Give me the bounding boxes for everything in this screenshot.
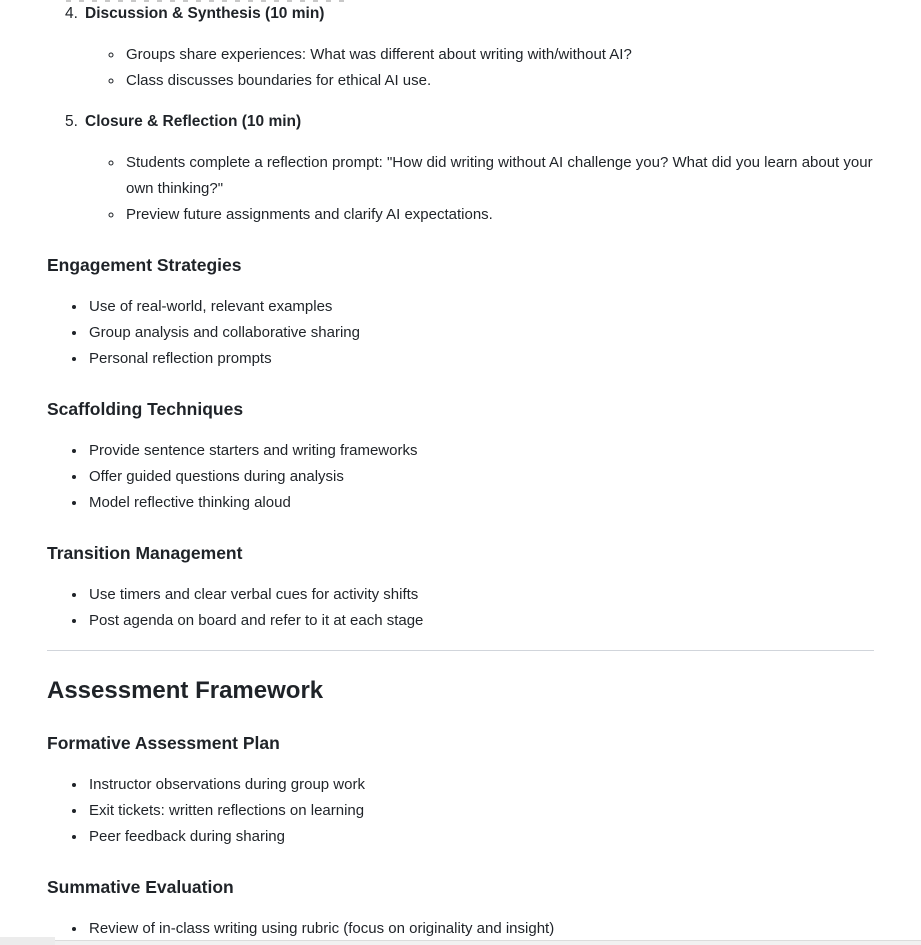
list-item: • Exit tickets: written reflections on learning: [87, 798, 874, 824]
bottom-edge-notch: [0, 937, 55, 945]
page-section-heading-assessment-framework: Assessment Framework: [47, 677, 324, 704]
scaffolding-techniques-list: [47, 438, 874, 516]
list-marker: 4.: [65, 5, 78, 22]
step-sub-list: [85, 150, 874, 228]
engagement-strategies-list: [47, 294, 874, 372]
section-heading-summative-evaluation: Summative Evaluation: [47, 877, 234, 897]
list-marker: 5.: [65, 113, 78, 130]
list-item: • Use of real-world, relevant examples: [87, 294, 874, 320]
lesson-steps-list: [47, 2, 874, 228]
list-item: • Model reflective thinking aloud: [87, 490, 874, 516]
list-item: ◦ Groups share experiences: What was different about writing with/without AI?: [124, 42, 874, 68]
list-item: • Offer guided questions during analysis: [87, 464, 874, 490]
section-heading-formative-assessment-plan: Formative Assessment Plan: [47, 733, 280, 753]
step-title-line: [65, 110, 874, 134]
formative-assessment-list: [47, 772, 874, 850]
step-title: Closure & Reflection (10 min): [85, 113, 302, 130]
list-item: • Post agenda on board and refer to it at each stage: [87, 608, 874, 634]
list-item: • Peer feedback during sharing: [87, 824, 874, 850]
list-item: • Personal reflection prompts: [87, 346, 874, 372]
list-item: ◦ Students complete a reflection prompt: "How did writing without AI challenge you? What did you learn about your own thinking?": [124, 150, 874, 202]
section-heading-engagement-strategies: Engagement Strategies: [47, 255, 242, 275]
list-item: • Instructor observations during group work: [87, 772, 874, 798]
list-item: ◦ Preview future assignments and clarify AI expectations.: [124, 202, 874, 228]
bottom-edge-strip: [55, 940, 921, 945]
section-heading-transition-management: Transition Management: [47, 543, 243, 563]
list-item: ◦ Class discusses boundaries for ethical AI use.: [124, 68, 874, 94]
lesson-step-4: [65, 2, 874, 94]
list-item: • Provide sentence starters and writing frameworks: [87, 438, 874, 464]
section-heading-scaffolding-techniques: Scaffolding Techniques: [47, 399, 244, 419]
step-title: Discussion & Synthesis (10 min): [85, 5, 325, 22]
summative-evaluation-list: [47, 916, 874, 942]
lesson-step-5: [65, 110, 874, 228]
step-title-line: [65, 2, 874, 26]
list-item: • Use timers and clear verbal cues for activity shifts: [87, 582, 874, 608]
transition-management-list: [47, 582, 874, 634]
section-divider: [47, 650, 874, 651]
list-item: • Group analysis and collaborative sharing: [87, 320, 874, 346]
list-item: • Review of in-class writing using rubric (focus on originality and insight): [87, 916, 874, 942]
step-sub-list: [85, 42, 874, 94]
